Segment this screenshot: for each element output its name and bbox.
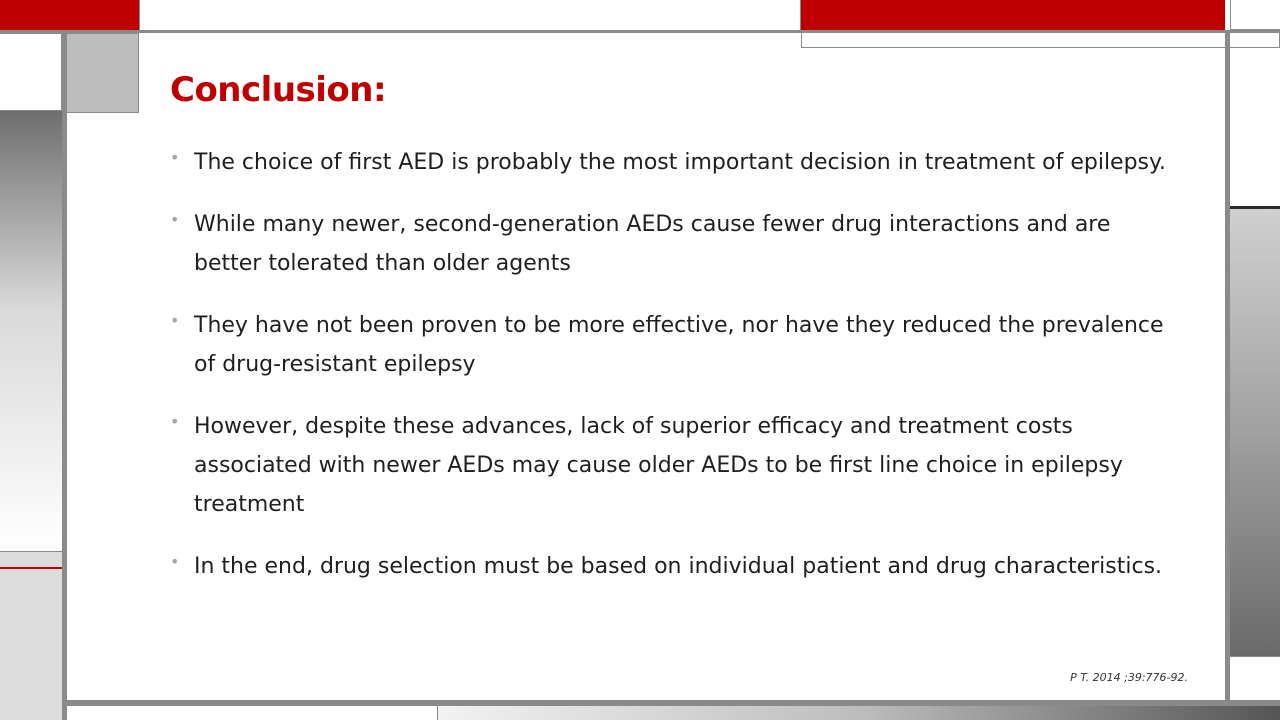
bullet-dot-icon: •	[170, 210, 180, 229]
bullet-text: In the end, drug selection must be based on individual patient and drug characteristics.	[194, 554, 1163, 579]
top-left-red-block	[0, 0, 139, 30]
bullet-text: They have not been proven to be more effective, nor have they reduced the prevalence of drug-resistant epilepsy	[194, 313, 1164, 377]
bullet-dot-icon: •	[170, 148, 180, 167]
bottom-gradient-bar	[438, 706, 1280, 720]
left-white-block	[0, 33, 62, 111]
bullet-dot-icon: •	[170, 311, 180, 330]
bullet-text: However, despite these advances, lack of superior efficacy and treatment costs associated with newer AEDs may cause older AEDs to be first line choice in epilepsy treatment	[194, 414, 1123, 517]
right-gradient-bar	[1230, 209, 1280, 656]
left-gradient-bar	[0, 111, 62, 551]
bullet-dot-icon: •	[170, 412, 180, 431]
reference-citation: P T. 2014 ;39:776-92.	[1070, 671, 1188, 684]
bullet-item	[168, 205, 1168, 283]
slide-title: Conclusion:	[170, 70, 387, 110]
bullet-text: The choice of first AED is probably the most important decision in treatment of epilepsy.	[194, 150, 1166, 175]
left-lower-block	[0, 551, 62, 720]
right-white-block	[1230, 48, 1280, 208]
top-far-right-box	[1230, 0, 1280, 30]
bullet-item	[168, 143, 1168, 182]
top-rule	[0, 30, 1280, 33]
bullet-item	[168, 547, 1168, 586]
bullet-list	[168, 143, 1168, 609]
bullet-item	[168, 306, 1168, 384]
bottom-left-box	[67, 706, 438, 720]
left-red-line	[0, 567, 62, 569]
left-gray-square	[66, 33, 139, 113]
bullet-item	[168, 407, 1168, 524]
right-bottom-block	[1230, 656, 1280, 701]
bullet-dot-icon: •	[170, 552, 180, 571]
left-vertical-rule	[62, 33, 67, 720]
top-white-box	[139, 0, 801, 31]
bullet-text: While many newer, second-generation AEDs cause fewer drug interactions and are better tolerated than older agents	[194, 212, 1111, 276]
top-right-red-block	[801, 0, 1225, 30]
